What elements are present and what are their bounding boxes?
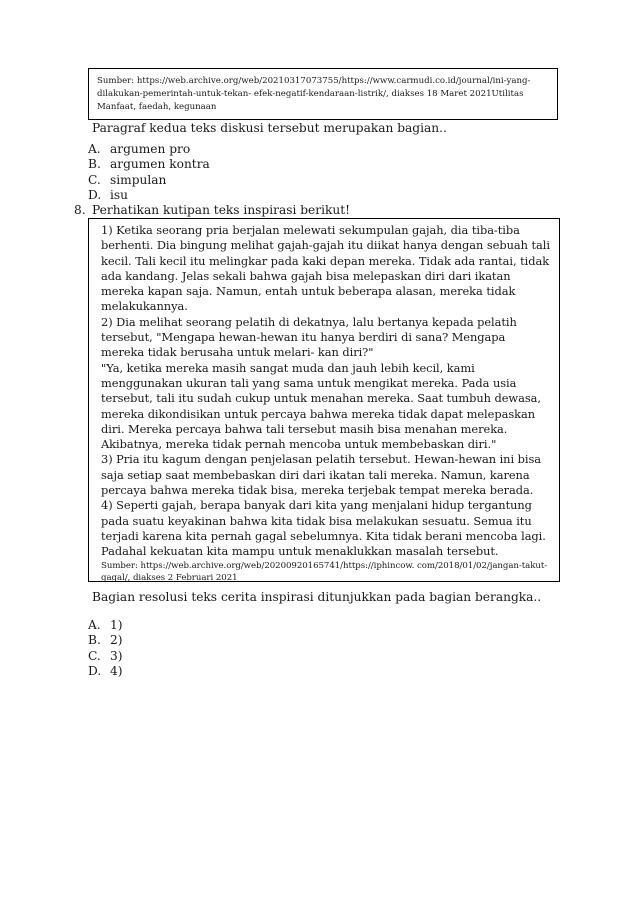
question-8-options	[88, 618, 123, 680]
option-text: argumen pro	[110, 142, 191, 156]
option-b[interactable]	[88, 633, 123, 648]
option-c[interactable]	[88, 649, 123, 664]
option-letter: A.	[88, 618, 101, 632]
source-citation-box	[88, 68, 558, 120]
question-8-text: Bagian resolusi teks cerita inspirasi ditunjukkan pada bagian berangka..	[92, 590, 542, 604]
inspiration-text-box	[88, 218, 560, 582]
option-d[interactable]	[88, 188, 210, 203]
question-8-prompt: Perhatikan kutipan teks inspirasi berikut!	[92, 203, 351, 217]
option-text: 4)	[110, 664, 123, 679]
story-paragraph-2: 2) Dia melihat seorang pelatih di dekatnya, lalu bertanya kepada pelatih tersebut, "Mengapa hewan-hewan itu hanya berdiri di sana? Mengapa mereka tidak berusaha untuk melari- kan diri?"	[101, 314, 517, 360]
option-letter: A.	[88, 142, 101, 156]
option-b[interactable]	[88, 157, 210, 172]
story-paragraph-3: 3) Pria itu kagum dengan penjelasan pelatih tersebut. Hewan-hewan ini bisa saja setiap saat membebaskan diri dari ikatan tali mereka. Namun, karena percaya bahwa mereka tidak bisa, mereka terjebak tempat mereka berada.	[101, 452, 542, 498]
story-source-citation: Sumber: https://web.archive.org/web/20200920165741/https://iphincow. com/2018/01/02/jangan-takut-gagal/, diakses 2 Februari 2021	[101, 560, 548, 582]
question-8-header	[74, 203, 350, 218]
option-letter: C.	[88, 172, 101, 187]
source-citation-text: Sumber: https://web.archive.org/web/20210317073755/https://www.carmudi.co.id/journal/ini-yang-dilakukan-pemerintah-untuk-tekan- efek-negatif-kendaraan-listrik/, diakses 18 Maret 2021Utilitas Manfaat, faedah, kegunaan	[97, 76, 531, 112]
story-paragraph-1: 1) Ketika seorang pria berjalan melewati sekumpulan gajah, dia tiba-tiba berhenti. Dia bingung melihat gajah-gajah itu diikat hanya dengan sebuah tali kecil. Tali kecil itu melingkar pada kaki depan mereka. Tidak ada rantai, tidak ada kandang. Jelas sekali bahwa gajah bisa melepaskan diri dari ikatan mereka kapan saja. Namun, entah untuk beberapa alasan, mereka tidak melakukannya.	[101, 223, 550, 314]
option-text: 2)	[110, 633, 123, 648]
option-text: argumen kontra	[110, 157, 210, 172]
story-paragraph-2b: "Ya, ketika mereka masih sangat muda dan jauh lebih kecil, kami menggunakan ukuran tali yang sama untuk mengikat mereka. Pada usia tersebut, tali itu sudah cukup untuk menahan mereka. Saat tumbuh dewasa, mereka dikondisikan untuk percaya bahwa mereka tidak dapat melepaskan diri. Mereka percaya bahwa tali tersebut masih bisa menahan mereka. Akibatnya, mereka tidak pernah mencoba untuk membebaskan diri."	[101, 360, 541, 452]
option-text: 3)	[110, 648, 123, 663]
question-7-options	[88, 142, 210, 204]
option-letter: B.	[88, 157, 101, 172]
option-c[interactable]	[88, 173, 210, 188]
question-7-text: Paragraf kedua teks diskusi tersebut merupakan bagian..	[92, 121, 447, 135]
option-a[interactable]	[88, 142, 210, 157]
option-letter: C.	[88, 648, 101, 663]
option-text: simpulan	[110, 172, 167, 187]
question-number: 8.	[74, 203, 86, 217]
option-letter: D.	[88, 664, 102, 679]
story-paragraph-4: 4) Seperti gajah, berapa banyak dari kita yang menjalani hidup tergantung pada suatu keyakinan bahwa kita tidak bisa melakukan sesuatu. Semua itu terjadi karena kita pernah gagal sebelumnya. Kita tidak berani mencoba lagi. Padahal kekuatan kita mampu untuk menaklukkan masalah tersebut.	[101, 498, 546, 559]
option-letter: B.	[88, 633, 101, 648]
option-letter: D.	[88, 188, 102, 203]
option-text: isu	[110, 188, 129, 203]
option-d[interactable]	[88, 664, 123, 679]
option-text: 1)	[110, 618, 123, 632]
option-a[interactable]	[88, 618, 123, 633]
